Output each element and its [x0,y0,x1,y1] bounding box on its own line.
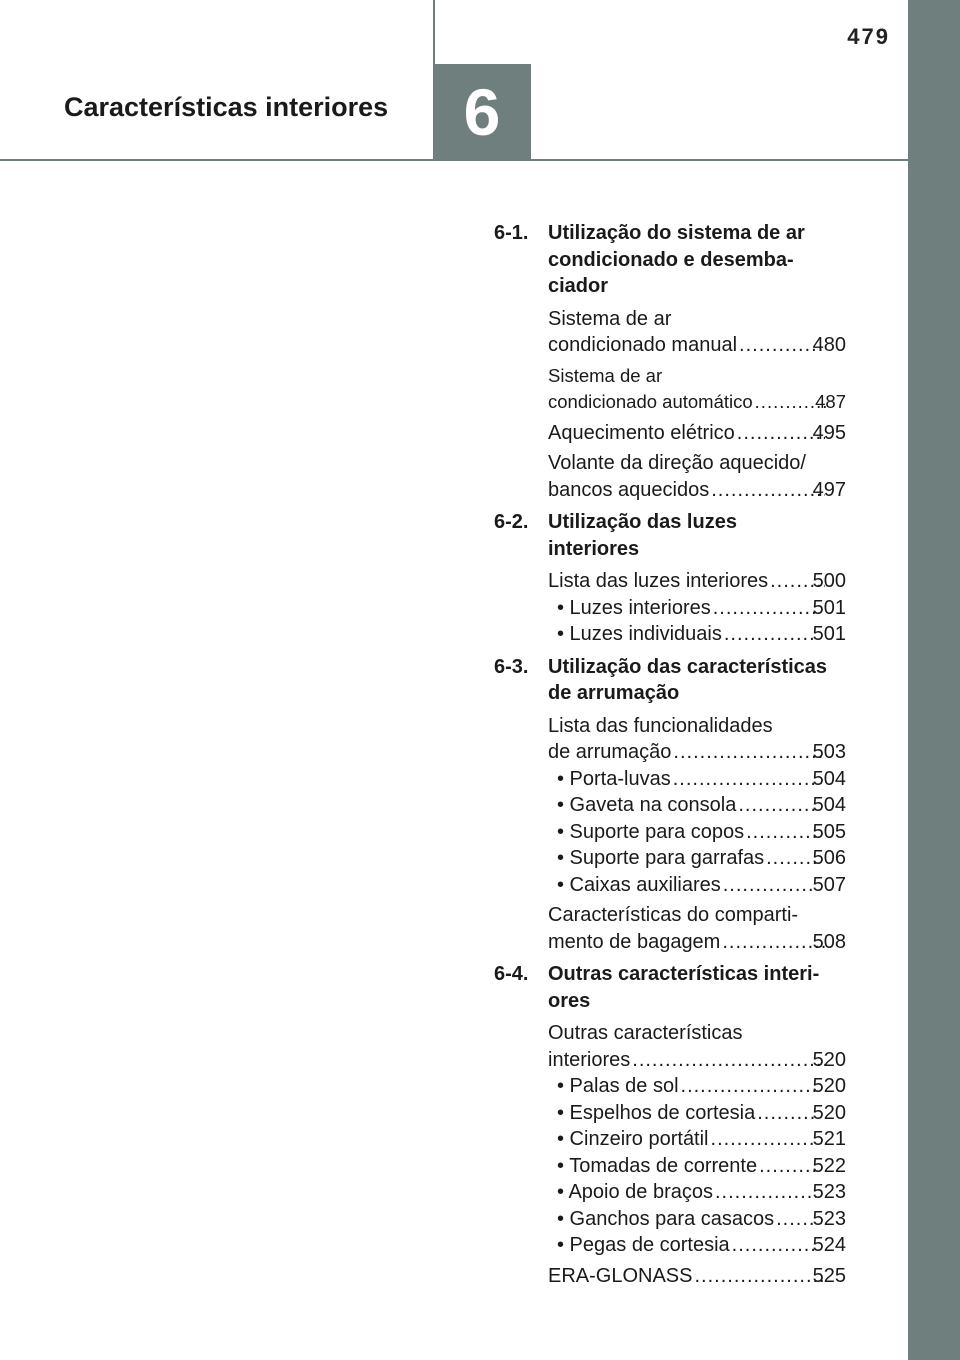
toc-page-number: 523 [812,1181,846,1203]
toc-subentry[interactable] [548,766,846,793]
toc-entry-text: Lista das luzes interiores [548,570,769,592]
toc-entry[interactable] [548,568,846,648]
dot-leader [673,766,816,793]
toc-section-heading[interactable] [494,961,846,1014]
toc-entry-text: Características do comparti- [548,904,799,926]
toc-entry-line[interactable] [557,819,846,846]
toc-entry-text: interiores [548,1048,631,1071]
dot-leader [732,1232,816,1259]
toc-entry-main [548,363,846,416]
toc-section-title-line: ciador [548,275,609,297]
toc-entry-main [548,450,846,503]
toc-entry-line[interactable] [557,1179,846,1206]
toc-entry-text: • Cinzeiro portátil [557,1128,709,1150]
toc-page-number: 505 [812,820,846,843]
toc-subentry[interactable] [548,1153,846,1180]
toc-entry-text: condicionado manual [548,334,738,356]
dot-leader [715,1179,816,1206]
dot-leader [757,1100,815,1127]
dot-leader [711,1126,816,1153]
dot-leader [632,1047,824,1074]
toc-page-number: 497 [812,478,846,501]
toc-section-title-line: interiores [548,537,640,560]
toc-entry-main [548,1263,846,1290]
toc-page-number: 501 [812,596,846,619]
toc-page-number: 504 [812,767,846,790]
toc-subentry[interactable] [548,1179,846,1206]
toc-section-number: 6-4. [494,963,529,985]
toc-page-number: 507 [812,873,846,896]
toc-entry-line[interactable] [548,389,846,416]
toc-page-number: 506 [812,847,846,869]
dot-leader [723,872,816,899]
toc-section-title [548,509,846,562]
dot-leader [673,739,824,766]
toc-entry-text: ERA-GLONASS [548,1264,693,1287]
toc-section-title-line: Outras características interi- [548,963,820,985]
dot-leader [722,929,824,956]
toc-entry-main [548,1020,846,1073]
toc-subentry[interactable] [548,1232,846,1259]
toc-entry-line[interactable] [548,1263,846,1290]
toc-entry-line[interactable] [557,845,846,872]
toc-section-title-line: de arrumação [548,682,680,704]
toc-entry-main [548,306,846,359]
page-number: 479 [847,24,890,49]
toc-subentry[interactable] [548,1100,846,1127]
toc-entry[interactable] [548,420,846,447]
dot-leader [724,621,816,648]
toc-section-title-line: Utilização das características [548,655,828,678]
toc-entry-text: • Porta-luvas [557,767,671,790]
dot-leader [681,1073,816,1100]
toc-section-title [548,961,846,1014]
toc-section-title-line: Utilização do sistema de ar [548,222,805,244]
dot-leader [737,420,825,447]
toc-entry-main [548,902,846,955]
toc-page-number: 523 [812,1207,846,1230]
toc-page-number: 520 [812,1048,846,1071]
toc-section-entries [494,713,846,956]
toc-section-number: 6-3. [494,655,529,678]
toc-entry[interactable] [548,1020,846,1259]
toc-section-entries [494,1020,846,1289]
toc-entry-text: • Palas de sol [557,1075,679,1097]
dot-leader [739,332,825,359]
toc-entry-text: • Tomadas de corrente [557,1154,758,1177]
toc-page-number: 495 [812,421,846,444]
dot-leader [713,595,816,622]
toc-section-title [548,220,846,300]
toc-entry-line[interactable] [548,929,846,956]
toc-page-number: 522 [812,1154,846,1177]
toc-entry-main [548,420,846,447]
dot-leader [759,1153,816,1180]
toc-entry-line[interactable] [557,1100,846,1127]
toc-page-number: 521 [812,1128,846,1150]
toc-entry-text: • Luzes individuais [557,623,722,645]
toc-entry-text: • Suporte para garrafas [557,847,765,869]
toc-section-title-line: condicionado e desemba- [548,248,794,271]
toc-section-entries [494,306,846,504]
toc-subentry[interactable] [548,621,846,648]
toc-entry-text: Sistema de ar [548,307,672,330]
toc-page-number: 501 [812,623,846,645]
toc-section-entries [494,568,846,648]
chapter-number-box: 6 [433,64,531,160]
toc-section-title [548,654,846,707]
toc-page-number: 504 [812,794,846,816]
toc-entry-text: • Apoio de braços [557,1181,713,1203]
toc-subentry[interactable] [548,1206,846,1233]
toc-entry-text: • Ganchos para casacos [557,1207,775,1230]
toc-entry-line[interactable] [557,1126,846,1153]
dot-leader [738,792,815,819]
toc-entry-text: Lista das funcionalidades [548,714,773,737]
toc-subentry[interactable] [548,1126,846,1153]
toc-subentry[interactable] [548,819,846,846]
dot-leader [746,819,816,846]
toc-entry-text: mento de bagagem [548,930,721,953]
toc-entry-line[interactable] [557,792,846,819]
toc-entry-text: condicionado automático [548,391,753,412]
toc-section-heading[interactable] [494,220,846,300]
toc-section-heading[interactable] [494,509,846,562]
toc-entry-main [548,713,846,766]
toc-entry-line[interactable] [557,766,846,793]
dot-leader [766,845,816,872]
dot-leader [776,1206,816,1233]
toc-entry-text: bancos aquecidos [548,478,710,501]
toc-entry[interactable] [548,450,846,503]
toc-entry-text: Volante da direção aquecido/ [548,452,806,474]
toc-entry-line[interactable] [557,1206,846,1233]
toc-section-number: 6-2. [494,511,529,533]
toc-subentry[interactable] [548,872,846,899]
toc-page-number: 524 [812,1234,846,1256]
toc-entry[interactable] [548,713,846,899]
toc-entry[interactable] [548,1263,846,1290]
toc-page-number: 508 [812,930,846,953]
toc-entry-line[interactable] [548,332,846,359]
toc-section-title-line: Utilização das luzes [548,511,737,533]
toc-entry-text: • Espelhos de cortesia [557,1101,756,1124]
toc-section-title-line: ores [548,989,591,1012]
toc-entry-line[interactable] [548,1047,846,1074]
toc-entry-line[interactable] [548,420,846,447]
toc-entry-line[interactable] [548,477,846,504]
toc-entry-line[interactable] [557,1153,846,1180]
toc-entry-text: • Suporte para copos [557,820,745,843]
toc-entry-text: • Caixas auxiliares [557,873,721,896]
toc-entry-text: • Gaveta na consola [557,794,737,816]
toc-subentry[interactable] [548,595,846,622]
toc-page-number: 500 [812,570,846,592]
toc-entry-line[interactable] [557,1232,846,1259]
toc-entry[interactable] [548,902,846,955]
toc-entry[interactable] [548,306,846,359]
toc-subentry[interactable] [548,1073,846,1100]
toc-entry-line[interactable] [557,1073,846,1100]
toc-entry-line[interactable] [557,872,846,899]
toc-entry-main [548,568,846,595]
dot-leader [711,477,824,504]
toc-entry-line[interactable] [557,595,846,622]
toc-entry-text: Outras características [548,1022,743,1044]
toc-entry-line[interactable] [548,568,846,595]
toc-entry-text: de arrumação [548,741,672,763]
toc-entry-line[interactable] [548,739,846,766]
dot-leader [694,1263,824,1290]
chapter-side-tab [908,0,960,1360]
chapter-title: Características interiores [64,92,389,122]
toc-page-number: 487 [815,391,846,412]
toc-page-number: 503 [812,741,846,763]
toc-page-number: 525 [812,1264,846,1287]
toc-entry-line[interactable] [557,621,846,648]
toc-page-number: 480 [812,334,846,356]
toc-subentry[interactable] [548,792,846,819]
table-of-contents [494,220,846,1293]
toc-entry-text: Aquecimento elétrico [548,421,735,444]
toc-section-number: 6-1. [494,222,529,244]
header-divider [433,0,435,64]
toc-entry[interactable] [548,363,846,416]
toc-entry-text: • Pegas de cortesia [557,1234,730,1256]
toc-subentry[interactable] [548,845,846,872]
toc-page-number: 520 [812,1075,846,1097]
toc-page-number: 520 [812,1101,846,1124]
toc-section-heading[interactable] [494,654,846,707]
toc-entry-text: Sistema de ar [548,364,663,386]
toc-entry-text: • Luzes interiores [557,596,711,619]
